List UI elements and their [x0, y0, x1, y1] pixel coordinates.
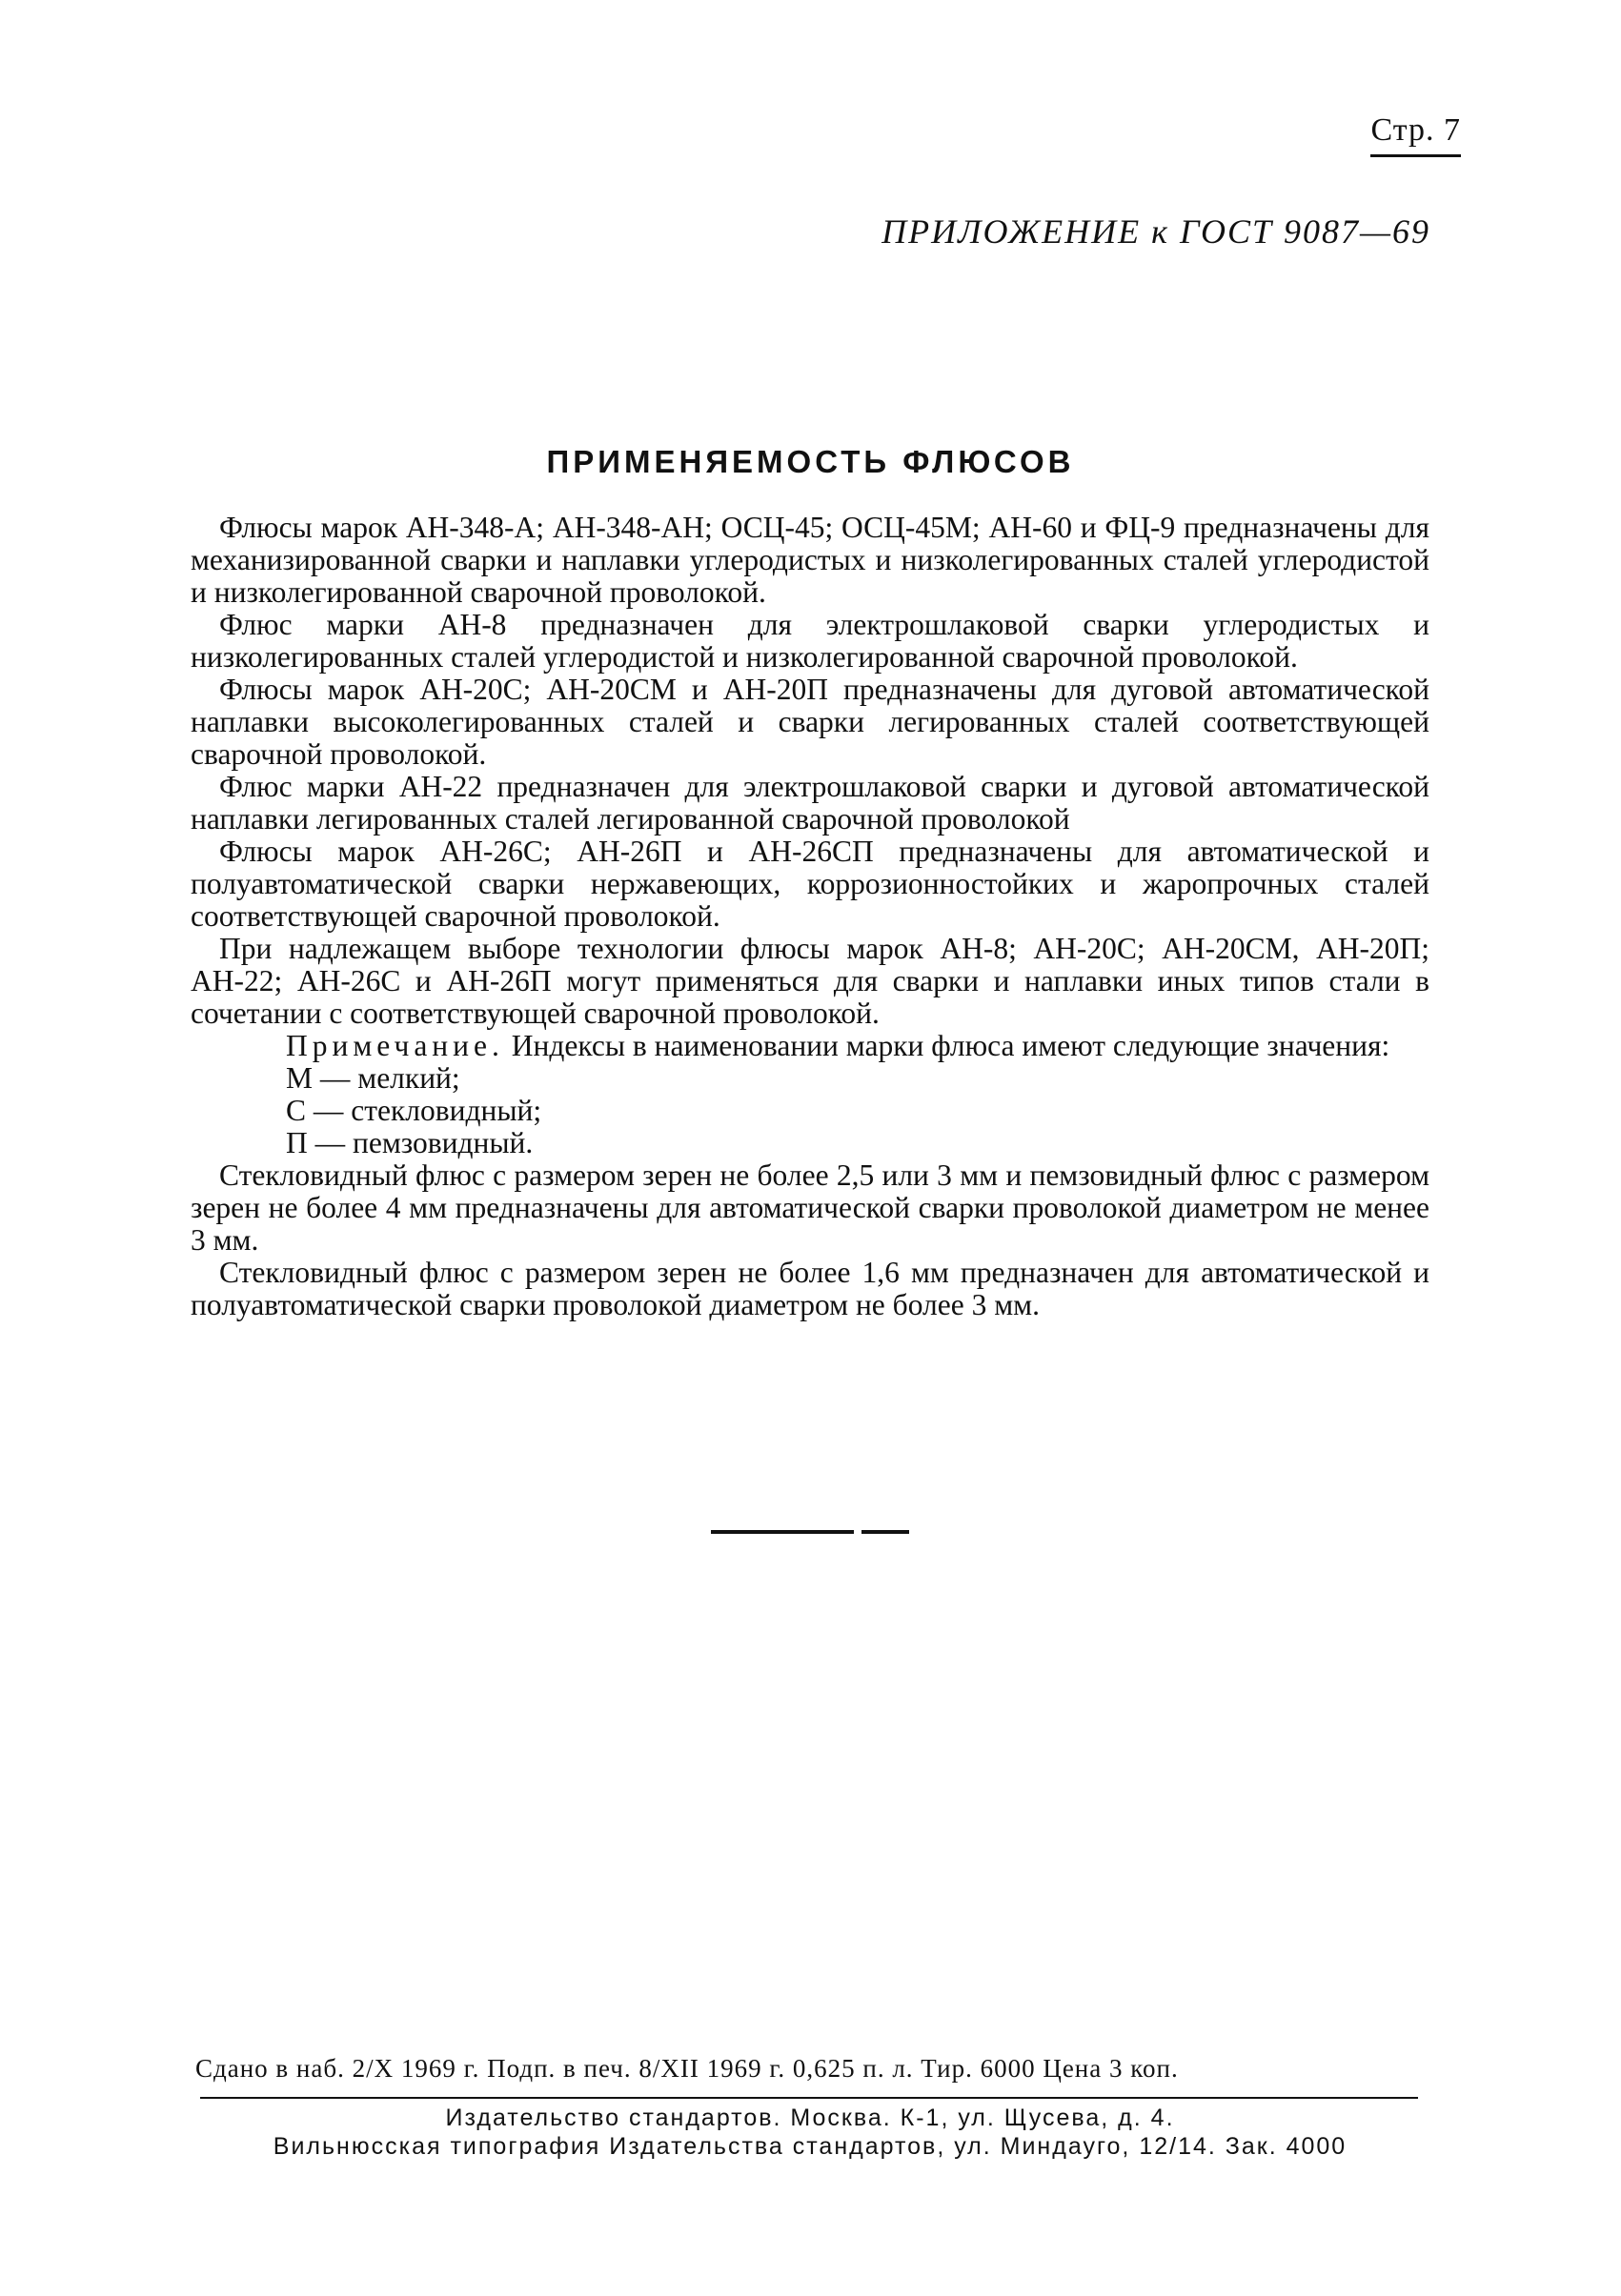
separator-dash-long [711, 1530, 854, 1534]
imprint-publisher [195, 2104, 1425, 2161]
document-title: ПРИМЕНЯЕМОСТЬ ФЛЮСОВ [546, 444, 1075, 479]
paragraph: Стекловидный флюс с размером зерен не более 2,5 или 3 мм и пемзовидный флюс с размером зерен не более 4 мм предназначены для автоматической сварки проволокой диаметром не менее 3 мм. [191, 1158, 1429, 1257]
paragraph: Флюс марки АН-8 предназначен для электрошлаковой сварки углеродистых и низколегированных сталей углеродистой и низколегированной сварочной проволокой. [191, 608, 1429, 674]
paragraph: Флюсы марок АН-20С; АН-20СМ и АН-20П предназначены для дуговой автоматической наплавки высоколегированных сталей и сварки легированных сталей соответствующей сварочной проволокой. [191, 673, 1429, 771]
note-text: Индексы в наименовании марки флюса имеют следующие значения: [511, 1029, 1390, 1062]
imprint-divider [200, 2097, 1418, 2099]
note [191, 1030, 1429, 1062]
end-separator [711, 1530, 909, 1535]
note-item: М — мелкий; [286, 1061, 460, 1095]
paragraph: Стекловидный флюс с размером зерен не более 1,6 мм предназначен для автоматической и полуавтоматической сварки проволокой диаметром не более 3 мм. [191, 1256, 1429, 1321]
paragraph: Флюсы марок АН-348-А; АН-348-АН; ОСЦ-45; ОСЦ-45М; АН-60 и ФЦ-9 предназначены для механизированной сварки и наплавки углеродистых и низколегированных сталей углеродистой и низколегированной сварочной проволокой. [191, 511, 1429, 609]
printer-line: Вильнюсская типография Издательства стандартов, ул. Миндауго, 12/14. Зак. 4000 [273, 2133, 1347, 2160]
page-number: Стр. 7 [1370, 112, 1461, 157]
paragraph: При надлежащем выборе технологии флюсы марок АН-8; АН-20С; АН-20СМ, АН-20П; АН-22; АН-26С и АН-26П могут применяться для сварки и наплавки иных типов стали в сочетании с соответствующей сварочной проволокой. [191, 932, 1429, 1030]
document-body [191, 512, 1429, 1321]
paragraph: Флюсы марок АН-26С; АН-26П и АН-26СП предназначены для автоматической и полуавтоматической сварки нержавеющих, коррозионностойких и жаропрочных сталей соответствующей сварочной проволокой. [191, 835, 1429, 933]
publisher-line: Издательство стандартов. Москва. К-1, ул. Щусева, д. 4. [445, 2105, 1175, 2131]
imprint-print-details: Сдано в наб. 2/X 1969 г. Подп. в печ. 8/XII 1969 г. 0,625 п. л. Тир. 6000 Цена 3 коп. [195, 2054, 1179, 2083]
appendix-heading: ПРИЛОЖЕНИЕ к ГОСТ 9087—69 [881, 212, 1430, 251]
paragraph: Флюс марки АН-22 предназначен для электрошлаковой сварки и дуговой автоматической наплавки легированных сталей легированной сварочной проволокой [191, 770, 1429, 836]
note-item: П — пемзовидный. [286, 1126, 534, 1159]
separator-dash-short [861, 1530, 909, 1534]
note-label: Примечание. [286, 1029, 504, 1062]
note-item: С — стекловидный; [286, 1094, 542, 1127]
